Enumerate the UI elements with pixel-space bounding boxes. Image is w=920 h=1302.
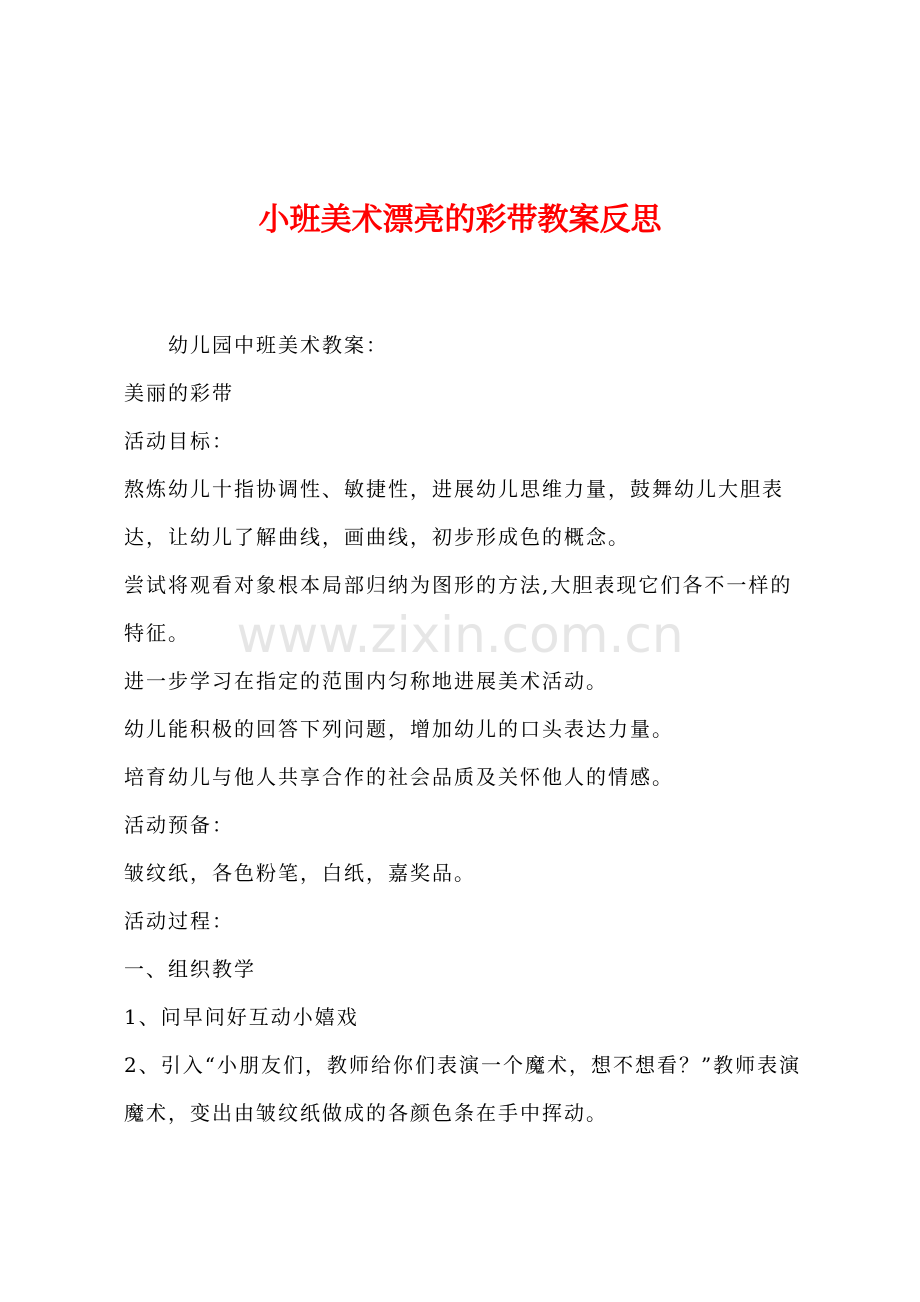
paragraph-step-introduction: 2、引入“小朋友们，教师给你们表演一个魔术，想不想看？”教师表演魔术，变出由皱纹纸做成的各颜色条在手中挥动。 (124, 1053, 802, 1125)
paragraph-preparation-heading: 活动预备： (124, 813, 234, 837)
paragraph-materials: 皱纹纸，各色粉笔，白纸，嘉奖品。 (124, 861, 476, 885)
paragraph-step-greeting: 1、问早问好互动小嬉戏 (124, 1005, 359, 1029)
paragraph-lesson-plan-heading: 幼儿园中班美术教案： (168, 333, 388, 357)
paragraph-step-organize: 一、组织教学 (124, 957, 256, 981)
paragraph-objective-3: 进一步学习在指定的范围内匀称地进展美术活动。 (124, 669, 608, 693)
paragraph-objective-4: 幼儿能积极的回答下列问题，增加幼儿的口头表达力量。 (124, 717, 674, 741)
document-title: 小班美术漂亮的彩带教案反思 (258, 202, 662, 238)
paragraph-objective-2: 尝试将观看对象根本局部归纳为图形的方法,大胆表现它们各不一样的特征。 (124, 573, 793, 645)
paragraph-objectives-heading: 活动目标： (124, 429, 234, 453)
paragraph-process-heading: 活动过程： (124, 909, 234, 933)
paragraph-lesson-name: 美丽的彩带 (124, 381, 234, 405)
document-body (124, 321, 814, 1137)
paragraph-objective-1: 熬炼幼儿十指协调性、敏捷性，进展幼儿思维力量，鼓舞幼儿大胆表达，让幼儿了解曲线，画曲线，初步形成色的概念。 (124, 477, 784, 549)
watermark: www.zixin.com.cn (236, 606, 684, 664)
paragraph-objective-5: 培育幼儿与他人共享合作的社会品质及关怀他人的情感。 (124, 765, 674, 789)
